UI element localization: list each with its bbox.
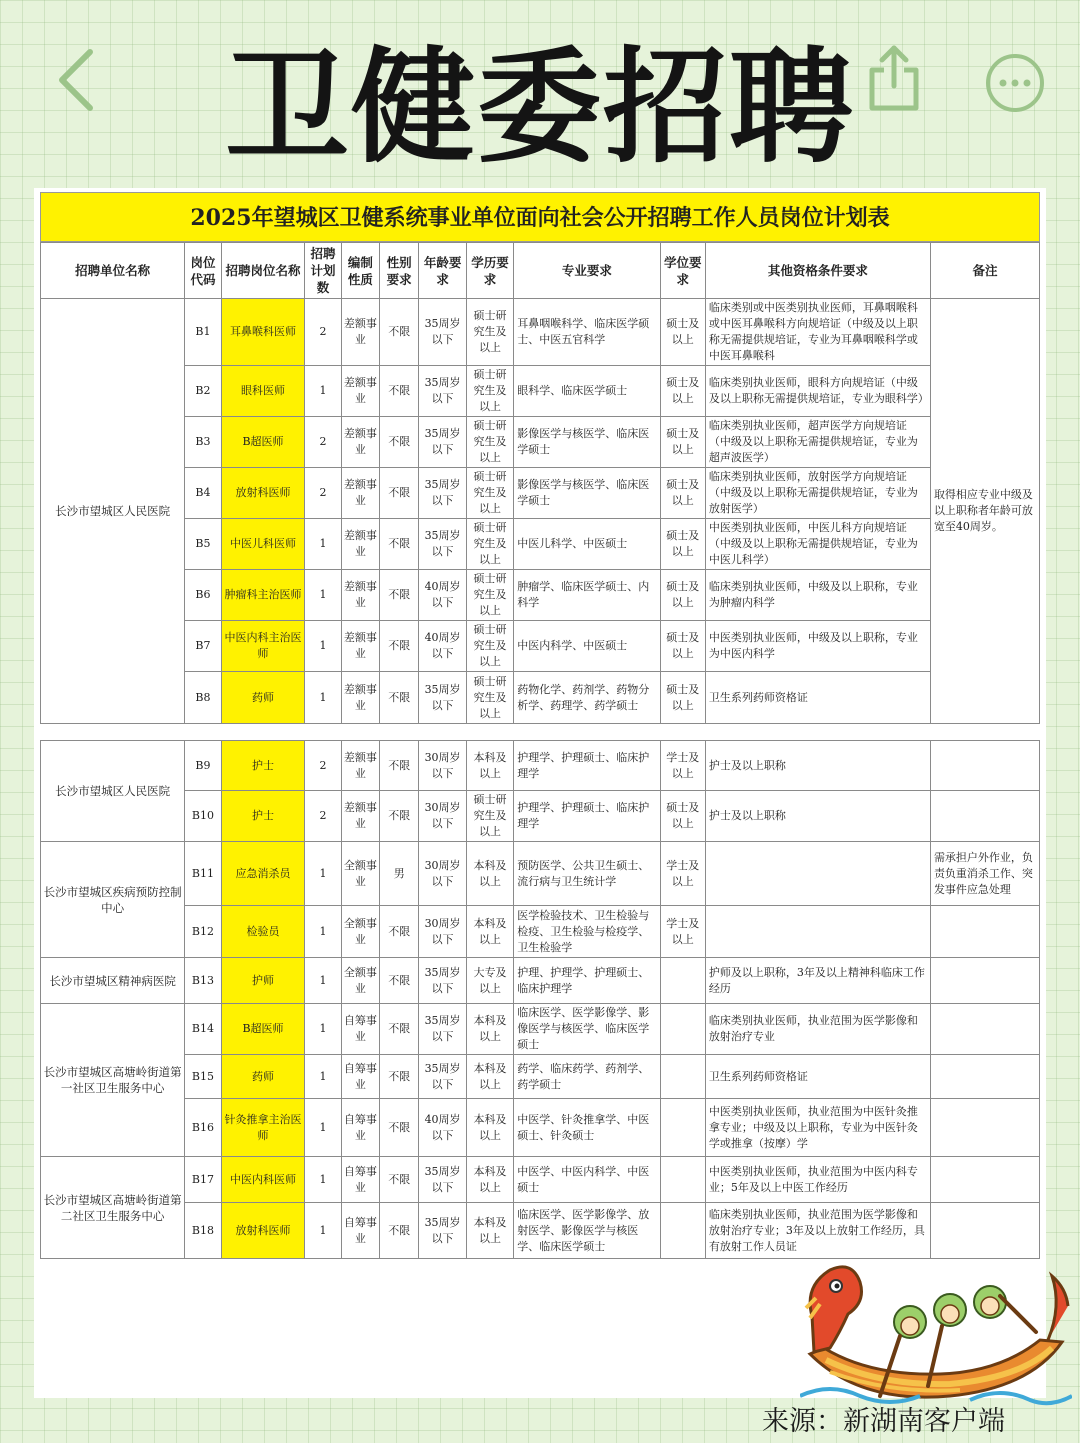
gender-cell: 不限: [380, 1203, 419, 1259]
post-name-cell: 放射科医师: [221, 1203, 305, 1259]
post-code-cell: B12: [185, 906, 221, 958]
post-name-cell: 药师: [221, 672, 305, 724]
other-requirements-cell: 临床类别执业医师，执业范围为医学影像和放射治疗专业；3年及以上放射工作经历，具有放射工作人员证: [705, 1203, 930, 1259]
post-name-cell: 中医内科医师: [221, 1157, 305, 1203]
more-button[interactable]: [984, 52, 1046, 114]
major-cell: 预防医学、公共卫生硕士、流行病与卫生统计学: [514, 842, 660, 906]
plan-count-cell: 1: [305, 519, 341, 570]
gender-cell: 不限: [380, 468, 419, 519]
gender-cell: 不限: [380, 741, 419, 791]
post-code-cell: B8: [185, 672, 221, 724]
table-row: [41, 570, 1040, 621]
post-name-cell: B超医师: [221, 1004, 305, 1055]
staffing-type-cell: 差额事业: [341, 366, 379, 417]
staffing-type-cell: 全额事业: [341, 842, 379, 906]
staffing-type-cell: 差额事业: [341, 741, 379, 791]
source-caption: 来源：新湖南客户端: [762, 1406, 1005, 1437]
table-row: [41, 1157, 1040, 1203]
age-cell: 40周岁以下: [419, 1099, 466, 1157]
age-cell: 35周岁以下: [419, 958, 466, 1004]
degree-cell: 硕士及以上: [660, 621, 705, 672]
table-row: [41, 672, 1040, 724]
other-requirements-cell: [705, 906, 930, 958]
share-icon: [866, 40, 924, 114]
post-code-cell: B10: [185, 791, 221, 842]
plan-count-cell: 2: [305, 417, 341, 468]
table-row: [41, 842, 1040, 906]
post-name-cell: 针灸推拿主治医师: [221, 1099, 305, 1157]
unit-name-cell: 长沙市望城区高塘岭街道第二社区卫生服务中心: [41, 1157, 185, 1259]
education-cell: 硕士研究生及以上: [466, 299, 513, 366]
plan-count-cell: 1: [305, 672, 341, 724]
degree-cell: 硕士及以上: [660, 417, 705, 468]
degree-cell: 硕士及以上: [660, 672, 705, 724]
unit-name-cell: 长沙市望城区高塘岭街道第一社区卫生服务中心: [41, 1004, 185, 1157]
education-cell: 本科及以上: [466, 1004, 513, 1055]
age-cell: 40周岁以下: [419, 570, 466, 621]
plan-count-cell: 1: [305, 1203, 341, 1259]
education-cell: 本科及以上: [466, 1203, 513, 1259]
note-cell: [930, 1099, 1039, 1157]
age-cell: 35周岁以下: [419, 519, 466, 570]
table-row: [41, 1055, 1040, 1099]
post-code-cell: B13: [185, 958, 221, 1004]
education-cell: 硕士研究生及以上: [466, 791, 513, 842]
plan-count-cell: 1: [305, 1157, 341, 1203]
degree-cell: 学士及以上: [660, 741, 705, 791]
gender-cell: 不限: [380, 1099, 419, 1157]
gender-cell: 不限: [380, 1157, 419, 1203]
col-type: 编制性质: [341, 243, 379, 299]
job-table-part2: [40, 740, 1040, 1259]
gender-cell: 不限: [380, 672, 419, 724]
unit-name-cell: 长沙市望城区人民医院: [41, 299, 185, 724]
major-cell: 护理学、护理硕士、临床护理学: [514, 791, 660, 842]
post-name-cell: 药师: [221, 1055, 305, 1099]
post-code-cell: B14: [185, 1004, 221, 1055]
table-row: [41, 417, 1040, 468]
post-code-cell: B18: [185, 1203, 221, 1259]
table-row: [41, 791, 1040, 842]
table-row: [41, 741, 1040, 791]
education-cell: 硕士研究生及以上: [466, 621, 513, 672]
post-name-cell: 检验员: [221, 906, 305, 958]
major-cell: 药物化学、药剂学、药物分析学、药理学、药学硕士: [514, 672, 660, 724]
other-requirements-cell: 中医类别执业医师，中医儿科方向规培证（中级及以上职称无需提供规培证，专业为中医儿科学）: [705, 519, 930, 570]
table-row: [41, 366, 1040, 417]
staffing-type-cell: 差额事业: [341, 672, 379, 724]
plan-count-cell: 1: [305, 621, 341, 672]
staffing-type-cell: 差额事业: [341, 468, 379, 519]
other-requirements-cell: 护士及以上职称: [705, 741, 930, 791]
gender-cell: 不限: [380, 417, 419, 468]
col-gender: 性别要求: [380, 243, 419, 299]
dragon-boat-illustration: [800, 1236, 1072, 1408]
post-code-cell: B1: [185, 299, 221, 366]
col-note: 备注: [930, 243, 1039, 299]
post-name-cell: 耳鼻喉科医师: [221, 299, 305, 366]
table-row: [41, 519, 1040, 570]
chevron-left-icon: [48, 40, 108, 120]
major-cell: 眼科学、临床医学硕士: [514, 366, 660, 417]
major-cell: 中医学、中医内科学、中医硕士: [514, 1157, 660, 1203]
age-cell: 35周岁以下: [419, 468, 466, 519]
major-cell: 临床医学、医学影像学、影像医学与核医学、临床医学硕士: [514, 1004, 660, 1055]
post-code-cell: B5: [185, 519, 221, 570]
back-button[interactable]: [48, 40, 108, 120]
table-header-row: [41, 243, 1040, 299]
gender-cell: 不限: [380, 1055, 419, 1099]
age-cell: 40周岁以下: [419, 621, 466, 672]
other-requirements-cell: [705, 842, 930, 906]
col-unit: 招聘单位名称: [41, 243, 185, 299]
age-cell: 35周岁以下: [419, 417, 466, 468]
major-cell: 耳鼻咽喉科学、临床医学硕士、中医五官科学: [514, 299, 660, 366]
staffing-type-cell: 全额事业: [341, 906, 379, 958]
degree-cell: [660, 1203, 705, 1259]
major-cell: 中医学、针灸推拿学、中医硕士、针灸硕士: [514, 1099, 660, 1157]
age-cell: 30周岁以下: [419, 741, 466, 791]
education-cell: 硕士研究生及以上: [466, 366, 513, 417]
post-code-cell: B4: [185, 468, 221, 519]
age-cell: 35周岁以下: [419, 366, 466, 417]
unit-name-cell: 长沙市望城区人民医院: [41, 741, 185, 842]
age-cell: 35周岁以下: [419, 1055, 466, 1099]
other-requirements-cell: 临床类别或中医类别执业医师，耳鼻咽喉科或中医耳鼻喉科方向规培证（中级及以上职称无需提供规培证，专业为耳鼻咽喉科学或中医耳鼻喉科: [705, 299, 930, 366]
plan-count-cell: 1: [305, 842, 341, 906]
age-cell: 30周岁以下: [419, 791, 466, 842]
recruitment-sheet: [34, 188, 1046, 1398]
education-cell: 本科及以上: [466, 842, 513, 906]
gender-cell: 不限: [380, 570, 419, 621]
post-name-cell: 护师: [221, 958, 305, 1004]
education-cell: 本科及以上: [466, 741, 513, 791]
table-row: [41, 1004, 1040, 1055]
post-code-cell: B16: [185, 1099, 221, 1157]
major-cell: 药学、临床药学、药剂学、药学硕士: [514, 1055, 660, 1099]
staffing-type-cell: 差额事业: [341, 621, 379, 672]
plan-count-cell: 2: [305, 468, 341, 519]
share-button[interactable]: [866, 40, 924, 114]
education-cell: 本科及以上: [466, 906, 513, 958]
gender-cell: 不限: [380, 519, 419, 570]
post-name-cell: 肿瘤科主治医师: [221, 570, 305, 621]
gender-cell: 男: [380, 842, 419, 906]
post-name-cell: 眼科医师: [221, 366, 305, 417]
col-age: 年龄要求: [419, 243, 466, 299]
plan-count-cell: 1: [305, 570, 341, 621]
major-cell: 护理、护理学、护理硕士、临床护理学: [514, 958, 660, 1004]
note-cell: 取得相应专业中级及以上职称者年龄可放宽至40周岁。: [930, 299, 1039, 724]
post-name-cell: 应急消杀员: [221, 842, 305, 906]
gender-cell: 不限: [380, 299, 419, 366]
post-code-cell: B7: [185, 621, 221, 672]
table-row: [41, 906, 1040, 958]
age-cell: 35周岁以下: [419, 1157, 466, 1203]
page-title: 卫健委招聘: [224, 36, 855, 180]
note-cell: [930, 906, 1039, 958]
staffing-type-cell: 差额事业: [341, 519, 379, 570]
degree-cell: [660, 1055, 705, 1099]
post-code-cell: B2: [185, 366, 221, 417]
major-cell: 影像医学与核医学、临床医学硕士: [514, 417, 660, 468]
plan-count-cell: 1: [305, 366, 341, 417]
degree-cell: 学士及以上: [660, 842, 705, 906]
note-cell: [930, 1157, 1039, 1203]
major-cell: 肿瘤学、临床医学硕士、内科学: [514, 570, 660, 621]
post-name-cell: 中医儿科医师: [221, 519, 305, 570]
other-requirements-cell: 卫生系列药师资格证: [705, 672, 930, 724]
unit-name-cell: 长沙市望城区精神病医院: [41, 958, 185, 1004]
post-name-cell: 中医内科主治医师: [221, 621, 305, 672]
col-other: 其他资格条件要求: [705, 243, 930, 299]
note-cell: [930, 958, 1039, 1004]
plan-count-cell: 2: [305, 791, 341, 842]
post-code-cell: B6: [185, 570, 221, 621]
education-cell: 硕士研究生及以上: [466, 672, 513, 724]
degree-cell: 学士及以上: [660, 906, 705, 958]
staffing-type-cell: 自筹事业: [341, 1004, 379, 1055]
education-cell: 本科及以上: [466, 1157, 513, 1203]
education-cell: 本科及以上: [466, 1099, 513, 1157]
post-code-cell: B17: [185, 1157, 221, 1203]
degree-cell: 硕士及以上: [660, 366, 705, 417]
age-cell: 35周岁以下: [419, 672, 466, 724]
other-requirements-cell: 中医类别执业医师，执业范围为中医内科专业；5年及以上中医工作经历: [705, 1157, 930, 1203]
staffing-type-cell: 自筹事业: [341, 1099, 379, 1157]
col-edu: 学历要求: [466, 243, 513, 299]
other-requirements-cell: 护师及以上职称，3年及以上精神科临床工作经历: [705, 958, 930, 1004]
other-requirements-cell: 临床类别执业医师，超声医学方向规培证（中级及以上职称无需提供规培证，专业为超声波医学）: [705, 417, 930, 468]
degree-cell: [660, 1099, 705, 1157]
table-title: 2025年望城区卫健系统事业单位面向社会公开招聘工作人员岗位计划表: [40, 192, 1040, 242]
degree-cell: 硕士及以上: [660, 299, 705, 366]
gender-cell: 不限: [380, 958, 419, 1004]
post-name-cell: 放射科医师: [221, 468, 305, 519]
other-requirements-cell: 临床类别执业医师，眼科方向规培证（中级及以上职称无需提供规培证，专业为眼科学）: [705, 366, 930, 417]
other-requirements-cell: 中医类别执业医师，执业范围为中医针灸推拿专业；中级及以上职称，专业为中医针灸学或推拿（按摩）学: [705, 1099, 930, 1157]
table-row: [41, 468, 1040, 519]
gender-cell: 不限: [380, 621, 419, 672]
more-icon: [984, 52, 1046, 114]
note-cell: [930, 741, 1039, 791]
post-code-cell: B3: [185, 417, 221, 468]
major-cell: 中医内科学、中医硕士: [514, 621, 660, 672]
plan-count-cell: 1: [305, 1004, 341, 1055]
age-cell: 35周岁以下: [419, 1004, 466, 1055]
degree-cell: [660, 1157, 705, 1203]
note-cell: [930, 1004, 1039, 1055]
other-requirements-cell: 护士及以上职称: [705, 791, 930, 842]
major-cell: 临床医学、医学影像学、放射医学、影像医学与核医学、临床医学硕士: [514, 1203, 660, 1259]
gender-cell: 不限: [380, 906, 419, 958]
plan-count-cell: 1: [305, 906, 341, 958]
major-cell: 影像医学与核医学、临床医学硕士: [514, 468, 660, 519]
table-row: [41, 958, 1040, 1004]
top-bar: [0, 0, 1080, 180]
gender-cell: 不限: [380, 1004, 419, 1055]
education-cell: 硕士研究生及以上: [466, 570, 513, 621]
table-row: [41, 1099, 1040, 1157]
education-cell: 大专及以上: [466, 958, 513, 1004]
degree-cell: [660, 958, 705, 1004]
staffing-type-cell: 差额事业: [341, 417, 379, 468]
education-cell: 硕士研究生及以上: [466, 468, 513, 519]
plan-count-cell: 1: [305, 1055, 341, 1099]
degree-cell: 硕士及以上: [660, 468, 705, 519]
gender-cell: 不限: [380, 791, 419, 842]
post-code-cell: B15: [185, 1055, 221, 1099]
age-cell: 35周岁以下: [419, 299, 466, 366]
education-cell: 硕士研究生及以上: [466, 519, 513, 570]
age-cell: 35周岁以下: [419, 1203, 466, 1259]
education-cell: 本科及以上: [466, 1055, 513, 1099]
note-cell: [930, 791, 1039, 842]
education-cell: 硕士研究生及以上: [466, 417, 513, 468]
table-row: [41, 621, 1040, 672]
age-cell: 30周岁以下: [419, 842, 466, 906]
other-requirements-cell: 临床类别执业医师，执业范围为医学影像和放射治疗专业: [705, 1004, 930, 1055]
staffing-type-cell: 自筹事业: [341, 1203, 379, 1259]
other-requirements-cell: 临床类别执业医师，放射医学方向规培证（中级及以上职称无需提供规培证，专业为放射医学）: [705, 468, 930, 519]
other-requirements-cell: 卫生系列药师资格证: [705, 1055, 930, 1099]
table-row: [41, 299, 1040, 366]
post-name-cell: 护士: [221, 791, 305, 842]
age-cell: 30周岁以下: [419, 906, 466, 958]
col-major: 专业要求: [514, 243, 660, 299]
major-cell: 中医儿科学、中医硕士: [514, 519, 660, 570]
post-code-cell: B9: [185, 741, 221, 791]
post-code-cell: B11: [185, 842, 221, 906]
post-name-cell: B超医师: [221, 417, 305, 468]
col-degree: 学位要求: [660, 243, 705, 299]
staffing-type-cell: 差额事业: [341, 570, 379, 621]
degree-cell: 硕士及以上: [660, 791, 705, 842]
degree-cell: 硕士及以上: [660, 519, 705, 570]
note-cell: [930, 1055, 1039, 1099]
plan-count-cell: 2: [305, 741, 341, 791]
other-requirements-cell: 临床类别执业医师，中级及以上职称，专业为肿瘤内科学: [705, 570, 930, 621]
staffing-type-cell: 差额事业: [341, 791, 379, 842]
plan-count-cell: 1: [305, 958, 341, 1004]
col-count: 招聘计划数: [305, 243, 341, 299]
major-cell: 护理学、护理硕士、临床护理学: [514, 741, 660, 791]
note-cell: 需承担户外作业，负责负重消杀工作、突发事件应急处理: [930, 842, 1039, 906]
major-cell: 医学检验技术、卫生检验与检疫、卫生检验与检疫学、卫生检验学: [514, 906, 660, 958]
plan-count-cell: 2: [305, 299, 341, 366]
degree-cell: [660, 1004, 705, 1055]
staffing-type-cell: 全额事业: [341, 958, 379, 1004]
job-table-part1: [40, 242, 1040, 724]
staffing-type-cell: 差额事业: [341, 299, 379, 366]
post-name-cell: 护士: [221, 741, 305, 791]
other-requirements-cell: 中医类别执业医师，中级及以上职称，专业为中医内科学: [705, 621, 930, 672]
degree-cell: 硕士及以上: [660, 570, 705, 621]
gender-cell: 不限: [380, 366, 419, 417]
staffing-type-cell: 自筹事业: [341, 1055, 379, 1099]
staffing-type-cell: 自筹事业: [341, 1157, 379, 1203]
unit-name-cell: 长沙市望城区疾病预防控制中心: [41, 842, 185, 958]
col-post: 招聘岗位名称: [221, 243, 305, 299]
plan-count-cell: 1: [305, 1099, 341, 1157]
col-code: 岗位代码: [185, 243, 221, 299]
